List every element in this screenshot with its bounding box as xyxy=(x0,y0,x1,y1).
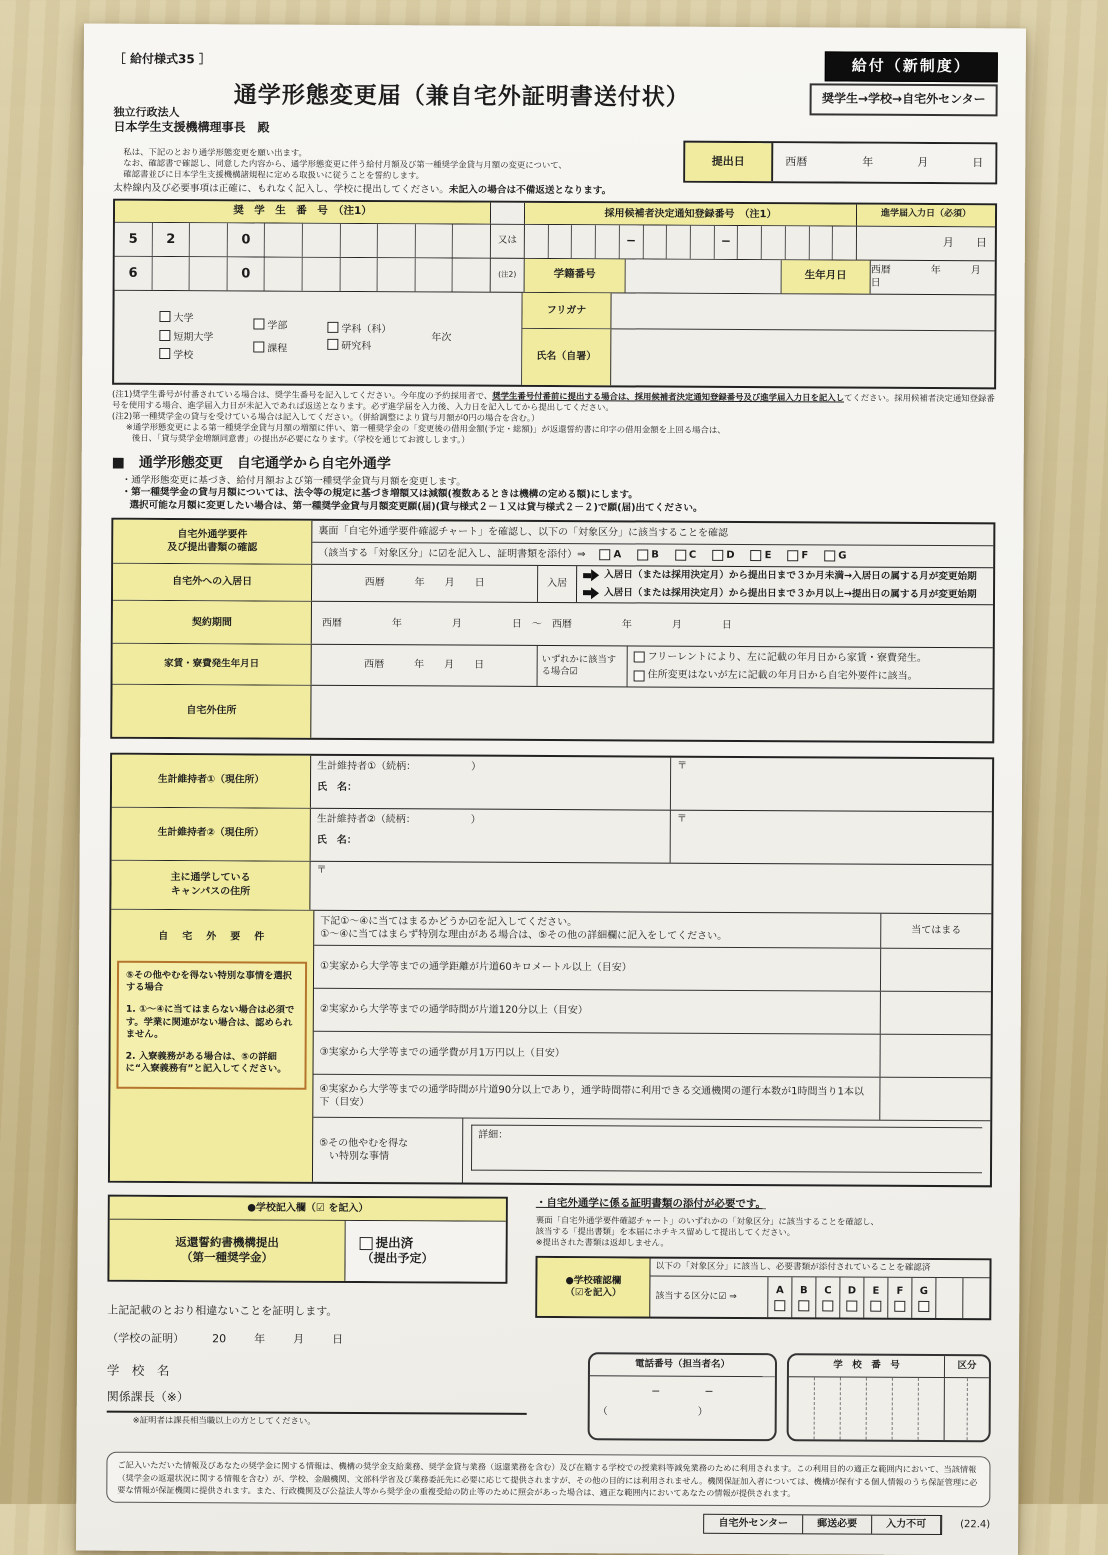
school-name-label: 学 校 名 xyxy=(106,1362,170,1379)
note1-underlined: 奨学生番号付番前に提出する場合は、採用候補者決定通知登録番号及び進学届入力日を記入し xyxy=(492,390,845,403)
rent-option2-checkbox[interactable] xyxy=(634,670,645,681)
registration-digit-cell[interactable]: − xyxy=(715,225,739,258)
school-entry-header: ●学校記入欄（☑ を記入） xyxy=(110,1197,506,1222)
school-type-checkbox[interactable] xyxy=(327,322,338,333)
pledge-submit-option[interactable]: 提出済 （提出予定） xyxy=(345,1221,505,1282)
requirement-row xyxy=(314,1031,991,1078)
addressee-line: 日本学生支援機構理事長 殿 xyxy=(113,119,270,135)
benefit-badge: 給付（新制度） xyxy=(825,51,998,82)
district-checkbox[interactable] xyxy=(787,550,798,561)
or-cell: 又は xyxy=(491,224,525,257)
student-id-label: 学籍番号 xyxy=(525,258,626,292)
school-type-checkbox[interactable] xyxy=(159,329,170,340)
note1-pre: (注1)奨学生番号が付番されている場合は、奨学生番号を記入してください。今年度の予約採用者で、 xyxy=(112,388,493,401)
confirm-letter-cell[interactable]: F xyxy=(888,1278,912,1318)
school-type-checkbox[interactable] xyxy=(253,341,264,352)
confirm-checkbox[interactable] xyxy=(798,1300,809,1311)
district-option[interactable]: E xyxy=(751,549,772,562)
district-option[interactable]: D xyxy=(712,549,734,562)
school-number-box xyxy=(787,1354,991,1443)
routing-tag: 郵送必要 xyxy=(803,1516,872,1534)
scholar-digit-cell[interactable] xyxy=(340,224,378,257)
scholar-number-header: 奨 学 生 番 号 （注1） xyxy=(115,200,491,223)
section-bullet-3: 選択可能な月額に変更したい場合は、第一種奨学金貸与月額変更願(届)(貸与様式２－１又は貸与様式２－２)で願(届)出てください。 xyxy=(129,499,703,514)
school-type-group1: 大学 短期大学 学校 xyxy=(159,307,213,366)
district-checkbox[interactable] xyxy=(637,549,648,560)
registration-digit-cell[interactable] xyxy=(667,225,691,258)
other-reason-detail-input[interactable] xyxy=(463,1119,990,1186)
entry-date-header: 進学届入力日（必須） xyxy=(857,204,995,226)
requirement-text: ④実家から大学等までの通学時間が片道90分以上であり，通学時間帯に利用できる交通機関の運行本数が1時間当り1本以下（目安） xyxy=(313,1075,880,1120)
scholar-digit-cell[interactable] xyxy=(303,223,341,256)
rent-option-1[interactable]: フリーレントにより、左に記載の年月日から家賃・寮費発生。 xyxy=(634,651,987,666)
special-note-1: ⑤その他やむを得ない特別な事情を選択する場合 xyxy=(125,969,292,994)
contract-period-label: 契約期間 xyxy=(113,601,312,644)
scholar-digit-cell[interactable] xyxy=(378,224,416,257)
confirm-empty-cell xyxy=(936,1278,963,1318)
district-option[interactable]: C xyxy=(675,548,696,561)
scholar-digit-cell[interactable] xyxy=(152,257,190,290)
district-checkbox[interactable] xyxy=(751,550,762,561)
phone-number-box xyxy=(588,1353,777,1442)
kubun-cells[interactable] xyxy=(945,1378,989,1441)
note2: (注2)第一種奨学金の貸与を受けている場合は記入してください。（併給調整により貸与月額が0円の場合を含む。） xyxy=(111,410,540,423)
district-option[interactable]: B xyxy=(637,548,659,561)
phone-input[interactable]: − − xyxy=(651,1384,714,1398)
district-option[interactable]: G xyxy=(824,549,846,562)
confirm-letter-cell[interactable]: G xyxy=(912,1278,936,1318)
registration-digit-cell[interactable]: − xyxy=(620,225,644,258)
confirm-empty-cell xyxy=(963,1279,989,1319)
submission-date-label: 提出日 xyxy=(685,143,773,181)
attach-title: ・自宅外通学に係る証明書類の添付が必要です。 xyxy=(535,1196,767,1211)
rent-condition-label: いずれかに該当する場合☑ xyxy=(538,646,628,686)
registration-number-row xyxy=(525,224,857,259)
attach-p2: 該当する「提出書類」を本届にホチキス留めして提出してください。 xyxy=(535,1225,796,1238)
route-label: 奨学生→学校→自宅外センター xyxy=(810,83,998,116)
district-option[interactable]: F xyxy=(787,549,808,562)
supporter1-name-input[interactable]: 氏 名： xyxy=(316,781,358,793)
household-table xyxy=(108,752,994,1187)
confirm-letter-columns xyxy=(768,1278,936,1319)
registration-digit-cell[interactable] xyxy=(738,226,762,259)
supporter1-relation-input[interactable]: 生計維持者①（続柄： ） xyxy=(317,760,482,773)
requirement-text: ①実家から大学等までの通学距離が片道60キロメートル以上（目安） xyxy=(314,946,881,991)
scholar-digit-cell[interactable] xyxy=(190,223,228,256)
requirement-text: ③実家から大学等までの通学費が月1万円以上（目安） xyxy=(314,1032,881,1077)
entry-date-input[interactable]: 月 日 xyxy=(942,235,987,250)
district-option[interactable]: A xyxy=(600,548,622,561)
confirm-letter-cell[interactable]: C xyxy=(816,1278,840,1318)
contract-period-input[interactable]: 西暦 年 月 日 〜 西暦 年 月 日 xyxy=(321,617,732,631)
rent-option-2[interactable]: 住所変更はないが左に記載の年月日から自宅外要件に該当。 xyxy=(634,669,987,684)
routing-tag: 自宅外センター xyxy=(704,1515,803,1533)
confirm-letter-cell[interactable]: A xyxy=(768,1278,792,1318)
school-type-checkbox[interactable] xyxy=(253,319,264,330)
name-label: 氏名（自署） xyxy=(522,328,611,384)
district-checkbox[interactable] xyxy=(600,549,611,560)
registration-digit-cell[interactable] xyxy=(691,225,715,258)
student-id-input[interactable] xyxy=(626,259,782,293)
move-in-date-label: 自宅外への入居日 xyxy=(113,564,312,601)
grade-year-label: 年次 xyxy=(431,332,452,344)
birth-date-label: 生年月日 xyxy=(782,260,871,293)
registration-digit-cell[interactable] xyxy=(833,226,856,259)
registration-digit-cell[interactable] xyxy=(809,226,833,259)
special-reason-note-box xyxy=(116,961,307,1090)
special-note-2: 1. ①～④に当てはまらない場合は必須です。学業に関連がない場合は、認められません。 xyxy=(125,1004,295,1040)
school-type-group2: 学部 課程 xyxy=(253,311,287,364)
confirm-row-label: 該当する区分に☑ ⇒ xyxy=(650,1277,768,1318)
routing-tags xyxy=(703,1514,942,1534)
school-number-header: 学 校 番 号 xyxy=(789,1356,945,1377)
registration-digit-cell[interactable] xyxy=(762,226,786,259)
school-number-cells[interactable] xyxy=(789,1377,945,1440)
name-input[interactable] xyxy=(611,329,994,387)
requirement-text: ②実家から大学等までの通学時間が片道120分以上（目安） xyxy=(314,989,881,1034)
district-checkbox[interactable] xyxy=(712,550,723,561)
school-type-checkbox[interactable] xyxy=(327,338,338,349)
form-code: ［ 給付様式35 ］ xyxy=(113,51,211,67)
note2-ref-cell: (注2) xyxy=(491,258,525,291)
submitted-checkbox[interactable] xyxy=(360,1237,373,1250)
scholar-digit-cell[interactable]: 2 xyxy=(152,223,190,256)
submit-planned-label: （提出予定） xyxy=(361,1251,434,1266)
pledge-submit-label: 返還誓約書機構提出 （第一種奨学金） xyxy=(109,1220,345,1281)
phone-header: 電話番号（担当者名） xyxy=(590,1355,775,1377)
off-campus-address-label: 自宅外住所 xyxy=(112,684,311,737)
special-note-3: 2. 入寮義務がある場合は、⑤の詳細に“入寮義務有”と記入してください。 xyxy=(125,1050,287,1075)
pledge-line-1: 私は、下記のとおり通学形態変更を願い出ます。 xyxy=(123,146,307,158)
requirement-applies-cell[interactable] xyxy=(881,992,991,1035)
certifier-note: ※証明者は課長相当職以上の方としてください。 xyxy=(132,1415,316,1427)
other-reason-label: ⑤その他やむを得な い特別な事情 xyxy=(313,1118,463,1183)
scholar-digit-cell[interactable] xyxy=(416,224,454,257)
section-chief-line[interactable]: 関係課長（※） xyxy=(107,1389,527,1415)
kubun-header: 区分 xyxy=(957,1360,977,1372)
confirm-checkbox[interactable] xyxy=(870,1300,881,1311)
district-checkbox[interactable] xyxy=(824,550,835,561)
scholar-digit-cell[interactable] xyxy=(265,223,303,256)
move-in-rule-1: 入居日（または採用決定月）から提出日まで３か月未満→入居日の属する月が変更始期 xyxy=(583,569,987,584)
registration-number-header: 採用候補者決定通知登録番号 （注1） xyxy=(525,202,857,225)
school-confirm-header: 以下の「対象区分」に該当し、必要書類が添付されていることを確認済 xyxy=(650,1259,989,1279)
registration-digit-cell[interactable] xyxy=(525,224,549,257)
school-entry-box xyxy=(107,1195,507,1284)
registration-digit-cell[interactable] xyxy=(786,226,810,259)
supporter1-address-input[interactable]: 〒 xyxy=(677,760,688,772)
scholar-digit-cell[interactable] xyxy=(453,258,490,291)
scholar-digit-cell[interactable] xyxy=(453,224,490,257)
move-in-suffix: 入居 xyxy=(538,566,577,603)
scholar-digit-cell[interactable] xyxy=(265,257,303,290)
requirement-check-line1: 裏面「自宅外通学要件確認チャート」を確認し、以下の「対象区分」に該当することを確認 xyxy=(312,520,993,546)
requirement-row xyxy=(313,1074,990,1121)
school-type-checkbox[interactable] xyxy=(159,348,170,359)
registration-digit-cell[interactable] xyxy=(643,225,667,258)
pledge-line-2: なお、確認書で確認し、同意した内容から、通学形態変更に伴う給付月額及び第一種奨学金貸与月額の変更について、 xyxy=(123,157,567,170)
certify-statement: 上記記載のとおり相違ないことを証明します。 xyxy=(107,1303,338,1318)
section-bullet-1: ・通学形態変更に基づき、給付月額および第一種奨学金貸与月額を変更します。 xyxy=(121,474,466,488)
registration-digit-cell[interactable] xyxy=(572,225,596,258)
rent-start-label: 家賃・寮費発生年月日 xyxy=(113,644,312,684)
district-instruction: （該当する「対象区分」に☑を記入し、証明書類を添付）⇒ xyxy=(318,547,586,560)
attach-p1: 裏面「自宅外通学要件確認チャート」のいずれかの「対象区分」に該当することを確認し、 xyxy=(535,1214,879,1227)
note1-post: てください。採用候補者決定通知登録番号を使用する場合、進学届入力日が未記入であれば返送となります。必ず進学届を入力後、入力日を記入してから提出してください。 xyxy=(111,392,995,413)
form-version: (22.4) xyxy=(960,1519,991,1531)
number-grid-table xyxy=(112,198,1011,389)
supporter1-label: 生計維持者①（現住所） xyxy=(112,754,311,807)
birth-date-input[interactable]: 西暦 年 月 日 xyxy=(870,264,1011,289)
requirements-header: 下記①～④に当てはまるかどうか☑を記入してください。 ①～④に当てはまらず特別な理由がある場合は、⑤その他の詳細欄に記入をしてください。 xyxy=(314,910,881,947)
requirement-row xyxy=(314,988,991,1035)
pledge-line-3: 確認書並びに日本学生支援機構諸規程に定める取扱いに従うことを誓約します。 xyxy=(123,168,425,181)
confirm-letter-cell[interactable]: E xyxy=(864,1278,888,1318)
rent-option1-checkbox[interactable] xyxy=(634,652,645,663)
furigana-input[interactable] xyxy=(611,293,994,330)
note2c: 後日、「貸与奨学金増額同意書」の提出が必要になります。（学校を通じてお渡しします。） xyxy=(131,432,470,445)
school-confirm-box xyxy=(535,1256,991,1321)
entry-note-plain: 太枠線内及び必要事項は正確に、もれなく記入し、学校に提出してください。 xyxy=(113,182,449,196)
requirement-applies-cell[interactable] xyxy=(880,1078,990,1121)
campus-address-input[interactable]: 〒 xyxy=(316,864,327,876)
requirement-applies-cell[interactable] xyxy=(881,949,991,992)
notes-block xyxy=(112,388,996,448)
off-campus-table xyxy=(110,517,995,743)
org-line: 独立行政法人 xyxy=(113,105,180,119)
confirm-checkbox[interactable] xyxy=(822,1300,833,1311)
school-type-area xyxy=(114,290,522,384)
confirm-checkbox[interactable] xyxy=(846,1300,857,1311)
scholar-digit-cell[interactable]: 6 xyxy=(115,256,153,289)
district-select-row xyxy=(312,542,993,567)
school-cert-date[interactable]: （学校の証明） 20 年 月 日 xyxy=(107,1332,344,1347)
campus-address-label: 主に通学している キャンパスの住所 xyxy=(111,860,310,909)
requirement-rows xyxy=(313,945,991,1121)
requirement-check-label: 自宅外通学要件 及び提出書類の確認 xyxy=(113,519,312,563)
scholar-number-row2 xyxy=(115,256,491,291)
district-options xyxy=(600,548,847,562)
off-campus-address-input[interactable] xyxy=(311,685,992,741)
submission-date-box xyxy=(683,141,997,185)
move-in-date-input[interactable]: 西暦 年 月 日 xyxy=(312,565,538,602)
district-checkbox[interactable] xyxy=(675,549,686,560)
confirm-checkbox[interactable] xyxy=(894,1300,905,1311)
requirement-applies-cell[interactable] xyxy=(880,1035,990,1078)
phone-contact-input[interactable]: （ ） xyxy=(597,1405,708,1418)
confirm-letter-cell[interactable]: D xyxy=(840,1278,864,1318)
rent-start-date-input[interactable]: 西暦 年 月 日 xyxy=(312,645,538,686)
applies-column-header: 当てはまる xyxy=(911,925,962,937)
entry-note-strong: 未記入の場合は不備返送となります。 xyxy=(448,184,612,197)
supporter2-relation-input[interactable]: 生計維持者②（続柄： ） xyxy=(316,813,481,826)
section-heading: ■ 通学形態変更 自宅通学から自宅外通学 xyxy=(111,454,391,473)
requirement-row xyxy=(314,945,991,992)
form-paper xyxy=(76,24,1026,1555)
requirements-label: 自 宅 外 要 件 xyxy=(158,930,267,943)
note2b: ※通学形態変更による第一種奨学金貸与月額の増額に伴い、第一種奨学金の「変更後の借用金額(予定・総額)」が返還誓約書に印字の借用金額を上回る場合は、 xyxy=(125,421,726,435)
section-bullet-2: ・第一種奨学金の貸与月額については、法令等の規定に基づき増額又は減額(複数あるときは機構の定める額)にします。 xyxy=(121,486,638,501)
supporter2-label: 生計維持者②（現住所） xyxy=(112,807,311,860)
submission-date-input[interactable]: 西暦 年 月 日 xyxy=(773,143,995,182)
privacy-notice: ご記入いただいた情報及びあなたの奨学金に関する情報は、機構の奨学金支給業務、奨学金貸与業務（返還業務を含む）及び在籍する学校での授業料等減免業務のために利用されます。この利用目的の適正な範囲内において、当該情報（奨学金の返還状況に関する情報を含む）が、学校、金融機関、文部科学省及び業務委託先に必要に応じて提供されますが、その他の目的には利用されません。機関保証加入者については、機構が保有する個人情報のうち保証管理に必要な情報が保証機関に提供されます。また、行政機関及び公益法人等から奨学金の重複受給の防止等のために照会があった場合は、適正な範囲内においてあなたの情報が提供されます。 xyxy=(106,1452,990,1508)
school-confirm-label: ●学校確認欄 （☑を記入） xyxy=(537,1258,650,1317)
scholar-digit-cell[interactable] xyxy=(340,258,378,291)
confirm-checkbox[interactable] xyxy=(774,1300,785,1311)
school-type-checkbox[interactable] xyxy=(159,311,170,322)
scholar-digit-cell[interactable]: 0 xyxy=(228,223,266,256)
detail-label: 詳細： xyxy=(478,1129,509,1141)
move-in-rule-2: 入居日（または採用決定月）から提出日まで３か月以上→提出日の属する月が変更始期 xyxy=(583,587,987,602)
attach-p3: ※提出された書類は返却しません。 xyxy=(535,1236,669,1248)
supporter2-name-input[interactable]: 氏 名： xyxy=(316,834,357,846)
form-title: 通学形態変更届（兼自宅外証明書送付状） xyxy=(233,82,690,111)
confirm-letter-cell[interactable]: B xyxy=(792,1278,816,1318)
registration-digit-cell[interactable] xyxy=(596,225,620,258)
furigana-label: フリガナ xyxy=(522,292,611,327)
confirm-checkbox[interactable] xyxy=(918,1300,929,1311)
school-type-group3: 学科（科） 研究科 xyxy=(327,320,391,355)
scholar-digit-cell[interactable] xyxy=(303,257,341,290)
scholar-digit-cell[interactable] xyxy=(190,257,228,290)
routing-tag: 入力不可 xyxy=(872,1516,941,1534)
scholar-number-row1 xyxy=(115,222,491,257)
scholar-digit-cell[interactable] xyxy=(415,258,453,291)
scholar-digit-cell[interactable] xyxy=(378,258,416,291)
scholar-digit-cell[interactable]: 0 xyxy=(227,257,265,290)
right-arrow-icon xyxy=(583,569,599,581)
supporter2-address-input[interactable]: 〒 xyxy=(676,813,687,825)
right-arrow-icon xyxy=(583,587,599,599)
scholar-digit-cell[interactable]: 5 xyxy=(115,222,153,255)
registration-digit-cell[interactable] xyxy=(549,225,573,258)
